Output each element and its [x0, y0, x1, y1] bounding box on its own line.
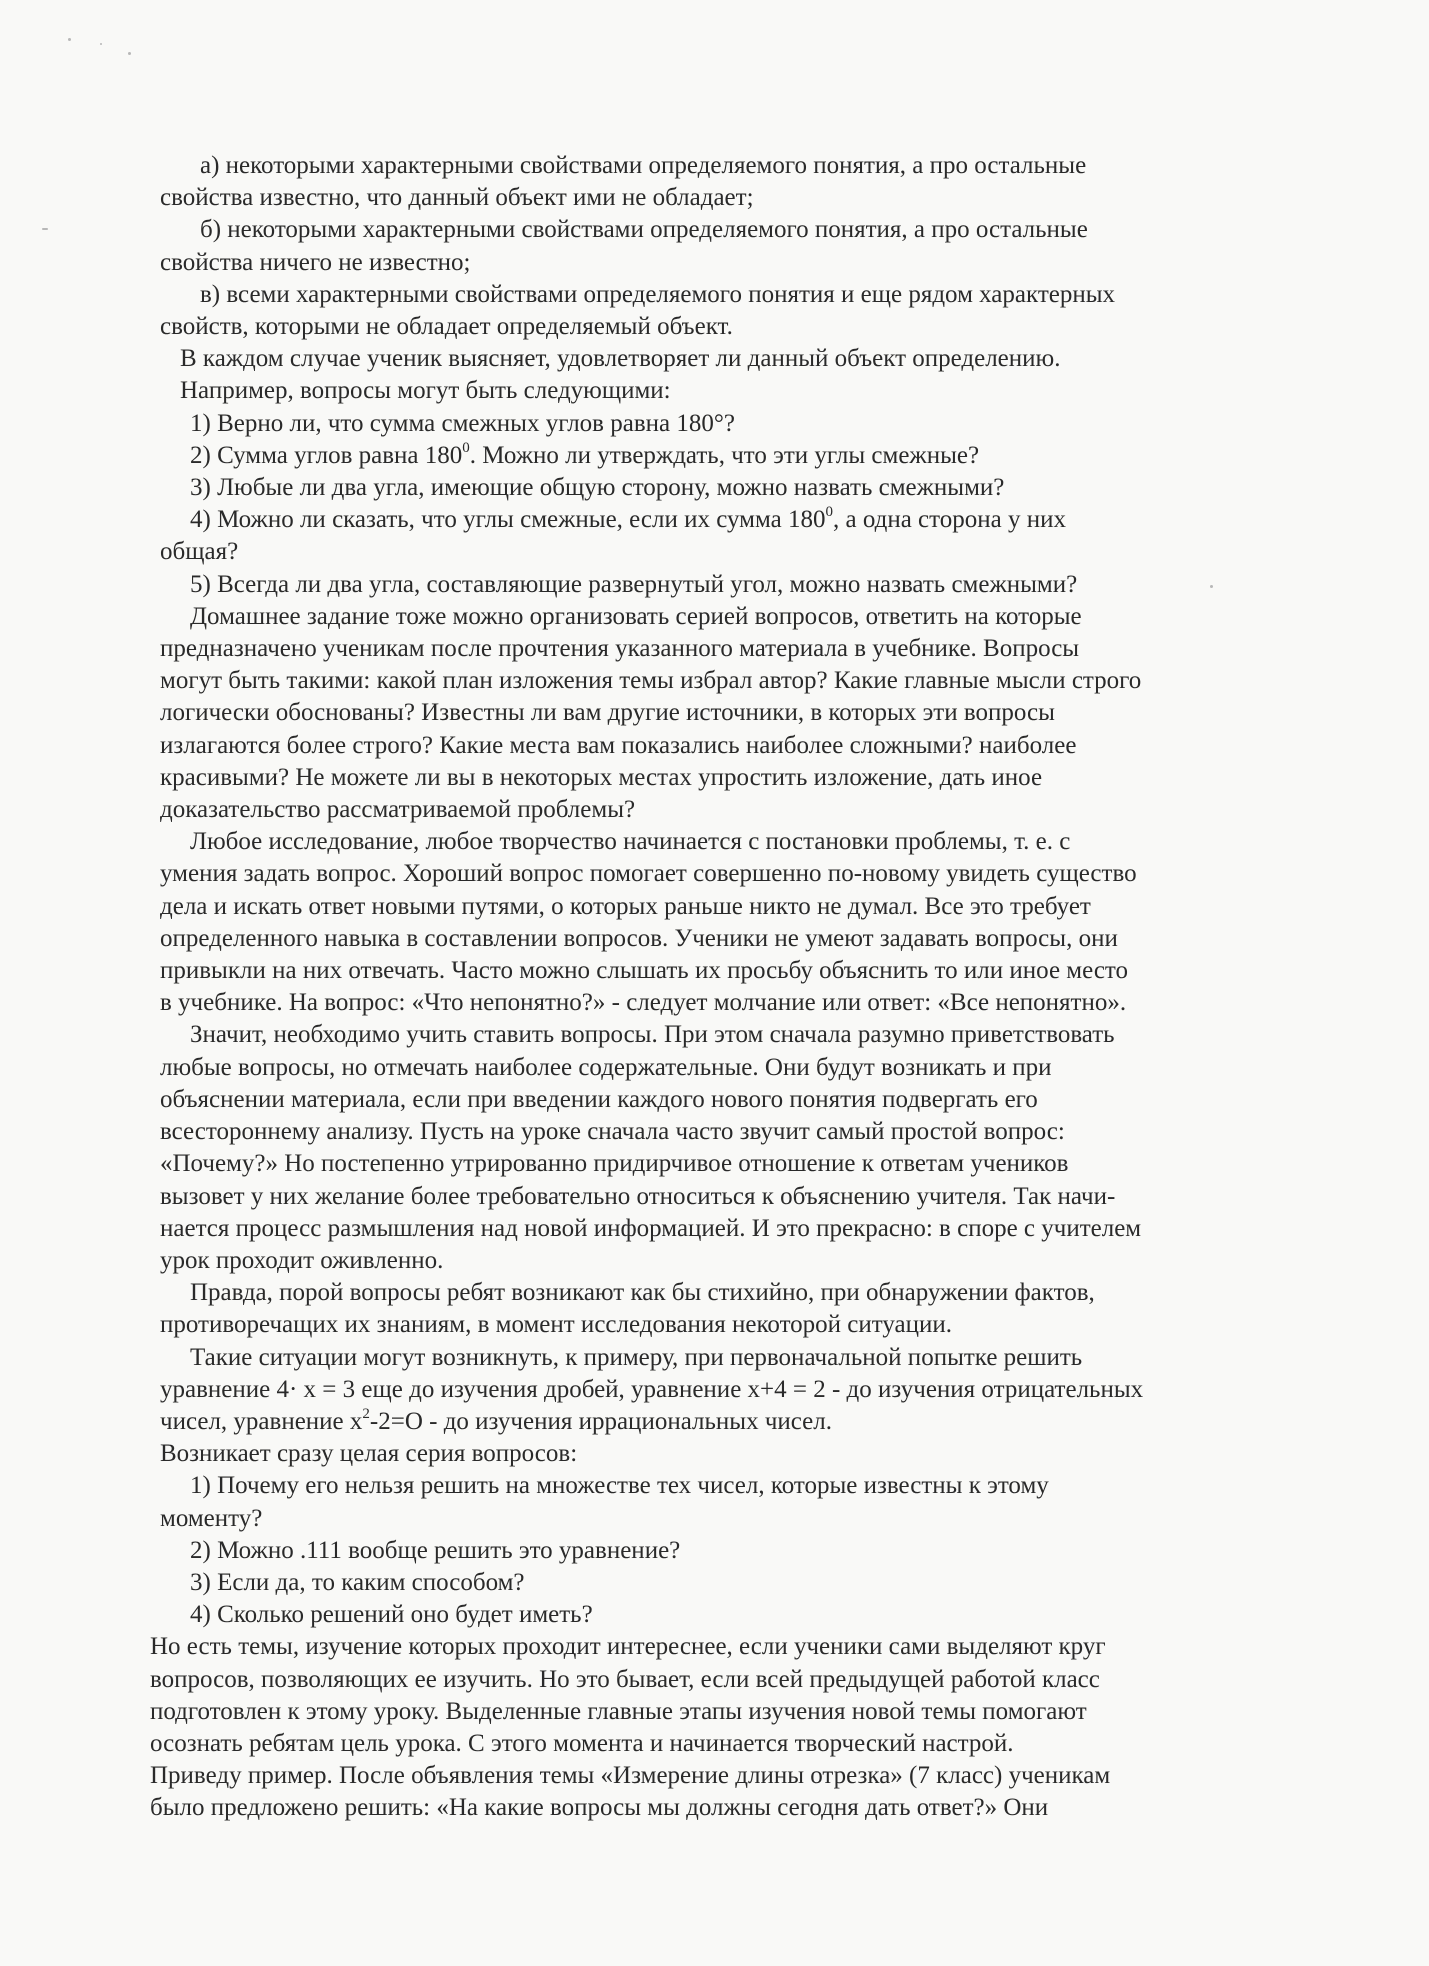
text-line: Любое исследование, любое творчество начинается с постановки проблемы, т. е. с: [190, 828, 1071, 856]
text-line: урок проходит оживленно.: [160, 1246, 444, 1274]
text-line: красивыми? Не можете ли вы в некоторых местах упростить изложение, дать иное: [160, 763, 1043, 791]
text-line: вызовет у них желание более требовательно относиться к объяснению учителя. Так начи-: [160, 1182, 1116, 1210]
text-line: всестороннему анализу. Пусть на уроке сначала часто звучит самый простой вопрос:: [160, 1118, 1065, 1146]
text-line: Например, вопросы могут быть следующими:: [180, 377, 671, 405]
text-line: излагаются более строго? Какие места вам показались наиболее сложными? наиболее: [160, 731, 1077, 759]
scan-speck: [42, 228, 48, 230]
text-line: привыкли на них отвечать. Часто можно слышать их просьбу объяснить то или иное место: [160, 957, 1129, 985]
text-line: дела и искать ответ новыми путями, о которых раньше никто не думал. Все это требует: [160, 892, 1091, 920]
text-line: свойства известно, что данный объект ими не обладает;: [160, 184, 754, 212]
scan-speck: [128, 52, 131, 55]
text-line: могут быть такими: какой план изложения темы избрал автор? Какие главные мысли строго: [160, 667, 1142, 695]
text-line: Такие ситуации могут возникнуть, к примеру, при первоначальной попытке решить: [190, 1343, 1083, 1371]
text-line: осознать ребятам цель урока. С этого момента и начинается творческий настрой.: [150, 1729, 1014, 1757]
text-line: противоречащих их знаниям, в момент исследования некоторой ситуации.: [160, 1311, 953, 1339]
text-line: «Почему?» Но постепенно утрированно придирчивое отношение к ответам учеников: [160, 1150, 1069, 1178]
text-line: моменту?: [160, 1504, 263, 1532]
text-line: любые вопросы, но отмечать наиболее содержательные. Они будут возникать и при: [160, 1053, 1052, 1081]
list-item: 1) Верно ли, что сумма смежных углов равна 180°?: [190, 409, 735, 437]
text-line: вопросов, позволяющих ее изучить. Но это бывает, если всей предыдущей работой класс: [150, 1665, 1100, 1693]
text-line: свойства ничего не известно;: [160, 248, 471, 276]
text-line: свойств, которыми не обладает определяемый объект.: [160, 313, 733, 341]
text-line: предназначено ученикам после прочтения указанного материала в учебнике. Вопросы: [160, 635, 1080, 663]
text-line: В каждом случае ученик выясняет, удовлетворяет ли данный объект определению.: [180, 345, 1061, 373]
text-line: уравнение 4· x = 3 еще до изучения дробей, уравнение x+4 = 2 - до изучения отрицательных: [160, 1375, 1144, 1403]
text-line: а) некоторыми характерными свойствами определяемого понятия, а про остальные: [200, 152, 1087, 179]
text-line: объяснении материала, если при введении каждого нового понятия подвергать его: [160, 1085, 1038, 1113]
scan-speck: [100, 43, 102, 45]
list-item: 2) Сумма углов равна $180^0$. Можно ли утверждать, что эти углы смежные?: [190, 439, 980, 469]
text-line: в учебнике. На вопрос: «Что непонятно?» - следует молчание или ответ: «Все непонятно».: [160, 989, 1127, 1017]
list-item: 1) Почему его нельзя решить на множестве тех чисел, которые известны к этому: [190, 1472, 1049, 1500]
text-line: Приведу пример. После объявления темы «Измерение длины отрезка» (7 класс) ученикам: [150, 1762, 1111, 1790]
text-line: чисел, уравнение $x^2-2=O$ - до изучения иррациональных чисел.: [160, 1405, 832, 1435]
text-line: подготовлен к этому уроку. Выделенные главные этапы изучения новой темы помогают: [150, 1697, 1087, 1725]
text-line: Значит, необходимо учить ставить вопросы. При этом сначала разумно приветствовать: [190, 1021, 1115, 1049]
list-item: 3) Если да, то каким способом?: [190, 1568, 525, 1596]
text-line: нается процесс размышления над новой информацией. И это прекрасно: в споре с учителем: [160, 1214, 1142, 1242]
text-line: доказательство рассматриваемой проблемы?: [160, 796, 636, 824]
list-item: 4) Сколько решений оно будет иметь?: [190, 1601, 593, 1629]
text-line: умения задать вопрос. Хороший вопрос помогает совершенно по-новому увидеть существо: [160, 860, 1137, 888]
list-item: 2) Можно .111 вообще решить это уравнение?: [190, 1536, 681, 1564]
text-line: Возникает сразу целая серия вопросов:: [160, 1440, 578, 1468]
text-line: логически обоснованы? Известны ли вам другие источники, в которых эти вопросы: [160, 699, 1055, 727]
text-line: было предложено решить: «На какие вопросы мы должны сегодня дать ответ?» Они: [150, 1794, 1049, 1822]
text-line: определенного навыка в составлении вопросов. Ученики не умеют задавать вопросы, они: [160, 924, 1118, 952]
list-item: 3) Любые ли два угла, имеющие общую сторону, можно назвать смежными?: [190, 474, 1005, 502]
list-item: 4) Можно ли сказать, что углы смежные, если их сумма $180^0$, а одна сторона у них: [190, 503, 1066, 534]
document-body: [150, 150, 1270, 1825]
text-line: Домашнее задание тоже можно организовать серией вопросов, ответить на которые: [190, 602, 1082, 630]
text-line: Но есть темы, изучение которых проходит интереснее, если ученики сами выделяют круг: [150, 1633, 1106, 1661]
text-line: в) всеми характерными свойствами определяемого понятия и еще рядом характерных: [200, 280, 1116, 308]
list-item: 5) Всегда ли два угла, составляющие развернутый угол, можно назвать смежными?: [190, 570, 1078, 598]
text-line: общая?: [160, 538, 239, 566]
text-line: б) некоторыми характерными свойствами определяемого понятия, а про остальные: [200, 216, 1088, 244]
scan-speck: [68, 38, 71, 41]
text-line: Правда, порой вопросы ребят возникают как бы стихийно, при обнаружении фактов,: [190, 1279, 1095, 1307]
